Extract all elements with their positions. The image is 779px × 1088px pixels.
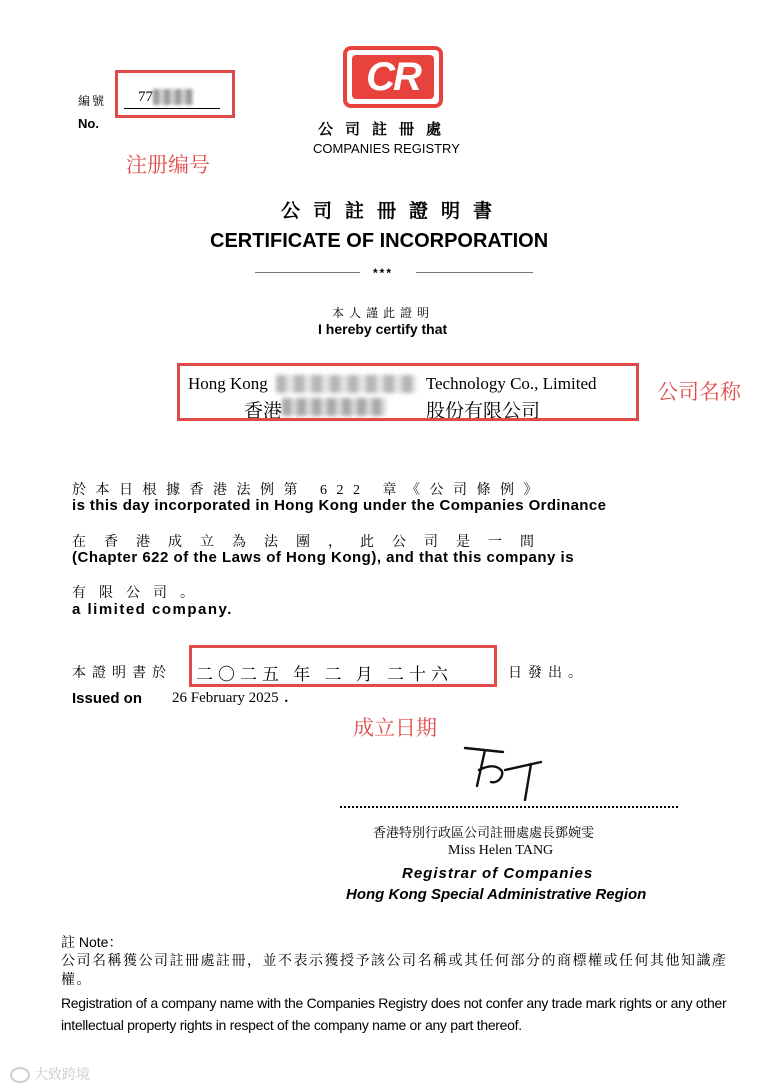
issue-date-en-end: . [284,690,289,706]
watermark-logo-icon [10,1067,30,1083]
separator-line-left [255,272,360,273]
body-line1-zh: 於本日根據香港法例第 622 章《公司條例》 [72,483,547,498]
signature-dotted-line [340,806,678,808]
registration-label-en: No. [78,116,99,131]
note-text-zh: 公司名稱獲公司註冊處註冊，並不表示獲授予該公司名稱或其任何部分的商標權或任何其他知識產權。 [61,954,728,988]
issue-date-zh: 二〇二五 年 二 月 二十六 [196,665,453,684]
body-line3-zh: 有限公司。 [72,586,207,601]
registrar-title-en-2: Hong Kong Special Administrative Region [346,886,647,903]
company-name-zh-prefix: 香港 [244,401,283,422]
registrar-signature [455,740,555,804]
note-title: 註 Note： [61,934,123,950]
company-name-en-prefix: Hong Kong [188,374,268,393]
body-line2-zh: 在香港成立為法團，此公司是一間 [72,535,552,550]
cr-logo [343,46,443,108]
issue-date-en-value: 26 February 2025 [172,690,279,706]
registration-label-zh: 編號 [78,94,107,108]
registry-name-en: COMPANIES REGISTRY [313,141,460,156]
issue-date-highlight-box [189,645,497,687]
issue-suffix-zh: 日發出。 [508,666,588,681]
registrar-title-zh: 香港特別行政區公司註冊處處長鄧婉雯 [373,825,595,840]
issue-prefix-zh: 本證明書於 [72,666,172,681]
body-line3-en: a limited company. [72,601,233,618]
company-name-en-suffix: Technology Co., Limited [425,374,597,393]
issue-date-annotation: 成立日期 [353,717,437,740]
separator-stars: *** [373,266,394,280]
hereby-certify-en: I hereby certify that [318,321,448,337]
body-line2-en: (Chapter 622 of the Laws of Hong Kong), and that this company is [72,549,575,566]
registration-highlight-box [115,70,235,118]
certificate-title-en: CERTIFICATE OF INCORPORATION [210,230,549,252]
body-line1-en: is this day incorporated in Hong Kong under the Companies Ordinance [72,497,607,514]
registrar-title-en-1: Registrar of Companies [402,865,594,882]
note-text-en: Registration of a company name with the Companies Registry does not confer any trade mark rights or any other intellectual property rights in respect of the company name or any part thereof. [61,995,727,1033]
watermark [10,1064,90,1084]
watermark-text: 大致跨境 [34,1066,90,1082]
issue-date-en [172,690,288,707]
registrar-name: Miss Helen TANG [448,843,554,858]
registration-annotation: 注册编号 [126,154,210,177]
hereby-certify-zh: 本人謹此證明 [332,306,435,320]
certificate-title-zh: 公司註冊證明書 [281,201,506,222]
cr-logo-text: CR [352,55,434,99]
company-name-zh-suffix: 股份有限公司 [426,401,541,422]
separator-line-right [416,272,533,273]
issued-on-label: Issued on [72,690,143,707]
registry-name-zh: 公司註冊處 [318,121,454,138]
company-name-annotation: 公司名称 [657,381,741,404]
registration-number: 77 [138,89,153,105]
company-name-highlight-box [177,363,639,421]
